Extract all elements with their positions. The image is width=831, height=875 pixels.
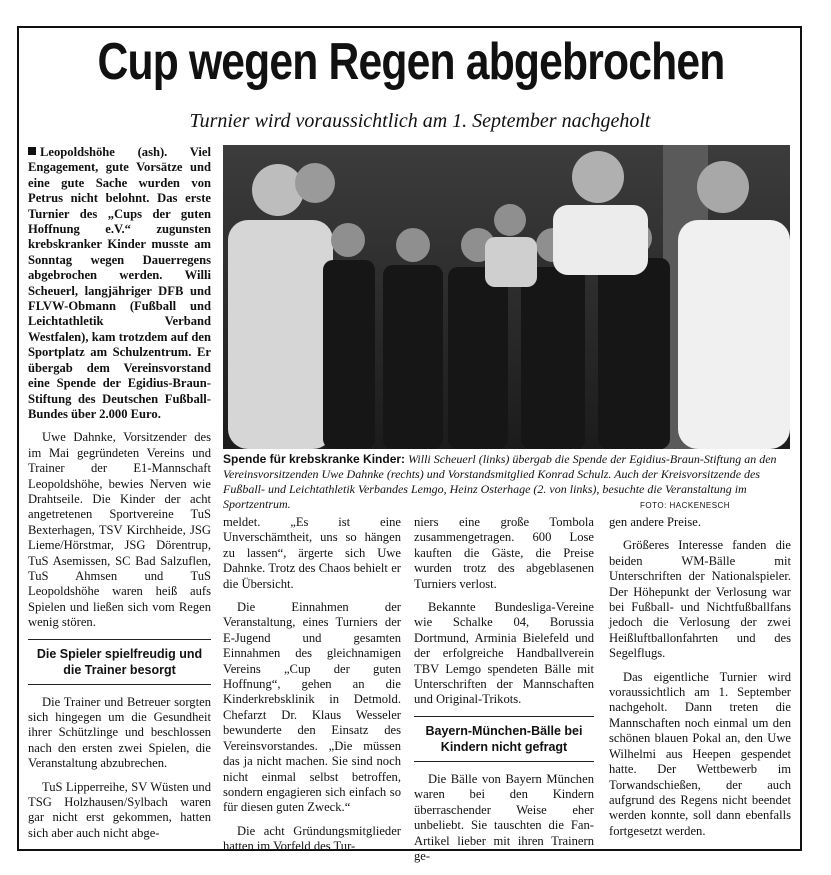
paragraph: gen andere Preise. (609, 515, 701, 529)
lead-paragraph (28, 145, 211, 422)
photo-illustration (223, 145, 790, 449)
paragraph: Das eigentliche Turnier wird voraussichtlich am 1. September nachgeholt. Dann treten die Mannschaften noch einmal um den schönen blauen Pokal an, den Uwe Wilhelmi aus Heepen gespendet hatte. Der Wettbewerb im Torwandschießen, der auch aufgrund des Regens nicht beendet werden konnte, soll dann ebenfalls fortgesetzt werden. (609, 669, 791, 838)
team-photo (223, 145, 790, 449)
paragraph: TuS Lipperreihe, SV Wüsten und TSG Holzhausen/Sylbach waren gar nicht erst gekommen, hatten sich aber auch nicht abge- (28, 779, 211, 840)
caption-text: Willi Scheuerl (links) übergab die Spende der Egidius-Braun-Stiftung an den Vereinsvorsitzenden Uwe Dahnke (rechts) und Vorstandsmitglied Konrad Schulz. Auch der Kreisvorsitzende des Fußball- und Leichtathletik Verbandes Lemgo, Heinz Osterhage (2. von links), besuchte die Veranstaltung im Sportzentrum. (223, 452, 777, 511)
paragraph: Uwe Dahnke, Vorsitzender des im Mai gegründeten Vereins und Trainer der E1-Mannschaft Leopoldshöhe, bewies Nerven wie Drahtseile. Die Kinder der acht angetretenen Sportvereine TuS Bexterhagen, TSV Kirchheide, JSG Lieme/Hörstmar, JSG Dörentrup, TuS Asemissen, SC Bad Salzuflen, TuS Ahmsen und TuS Leopoldshöhe waren heiß aufs Spielen und ließen sich vom Regen wenig stören. (28, 430, 211, 630)
subheading: Bayern-München-Bälle bei Kindern nicht gefragt (414, 716, 594, 762)
paragraph: Die Trainer und Betreuer sorgten sich hingegen um die Gesundheit ihrer Schützlinge und beschlossen nach den ersten zwei Spielen, die Veranstaltung abzubrechen. (28, 694, 211, 771)
paragraph: niers eine große Tombola zusammengetragen. 600 Lose kauften die Gäste, die Preise wurden trotz des abgeblasenen Turniers verlost. (414, 515, 594, 591)
photo-credit: FOTO: HACKENESCH (640, 501, 731, 510)
subheading: Die Spieler spielfreudig und die Trainer besorgt (28, 639, 211, 685)
paragraph: Bekannte Bundesliga-Vereine wie Schalke 04, Borussia Dortmund, Arminia Bielefeld und der erfolgreiche Handballverein TBV Lemgo spendeten Bälle mit Unterschriften der Mannschaften und Original-Trikots. (414, 600, 594, 707)
paragraph: Die acht Gründungsmitglieder hatten im Vorfeld des Tur- (223, 823, 401, 854)
paragraph: Größeres Interesse fanden die beiden WM-Bälle mit Unterschriften der Nationalspieler. Der Höhepunkt der Verlosung war bei Fußball- und Nichtfußballfans jedoch die Verlosung der zwei Heißluftballonfahrten und des Segelflugs. (609, 538, 791, 661)
headline: Cup wegen Regen abgebrochen (97, 33, 725, 91)
paragraph: meldet. „Es ist eine Unverschämtheit, uns so hängen zu lassen“, ärgerte sich Uwe Dahnke. Trotz des Chaos behielt er die Übersicht. (223, 515, 401, 591)
paragraph: Die Einnahmen der Veranstaltung, eines Turniers der E-Jugend und gesamten Einnahmen des gleichnamigen Vereins „Cup der guten Hoffnung“, gehen an die Kinderkrebsklinik in Detmold. Chefarzt Dr. Klaus Wesseler bewunderte den Einsatz des Vereinsvorstandes. „Die müssen das ja nicht machen. Sie sind noch nicht einmal selbst betroffen, sondern engagieren sich einfach so für diesen guten Zweck.“ (223, 600, 401, 815)
column-1 (28, 145, 211, 849)
column-2 (223, 515, 401, 863)
caption-title: Spende für krebskranke Kinder: (223, 452, 406, 466)
subheadline: Turnier wird voraussichtlich am 1. September nachgeholt (189, 110, 651, 132)
square-bullet-icon (28, 147, 36, 155)
lead-text: Leopoldshöhe (ash). Viel Engagement, gute Vorsätze und eine gute Sache wurden von Petrus nicht belohnt. Das erste Turnier des „Cups der guten Hoffnung e.V.“ zugunsten krebskranker Kinder musste am Sonntag wegen Dauerregens abgebrochen werden. Willi Scheuerl, langjähriger DFB und FLVW-Obmann (Fußball und Leichtathletik Verband Westfalen), kam trotzdem auf den Sportplatz am Schulzentrum. Er übergab dem Vereinsvorstand eine Spende der Egidius-Braun-Stiftung des Deutschen Fußball-Bundes über 2.000 Euro. (28, 145, 211, 421)
column-4 (609, 515, 791, 847)
column-3 (414, 515, 594, 872)
paragraph: Die Bälle von Bayern München waren bei den Kindern überraschender Weise eher unbeliebt. Sie tauschten die Fan-Artikel lieber mit ihren Trainern ge- (414, 771, 594, 863)
